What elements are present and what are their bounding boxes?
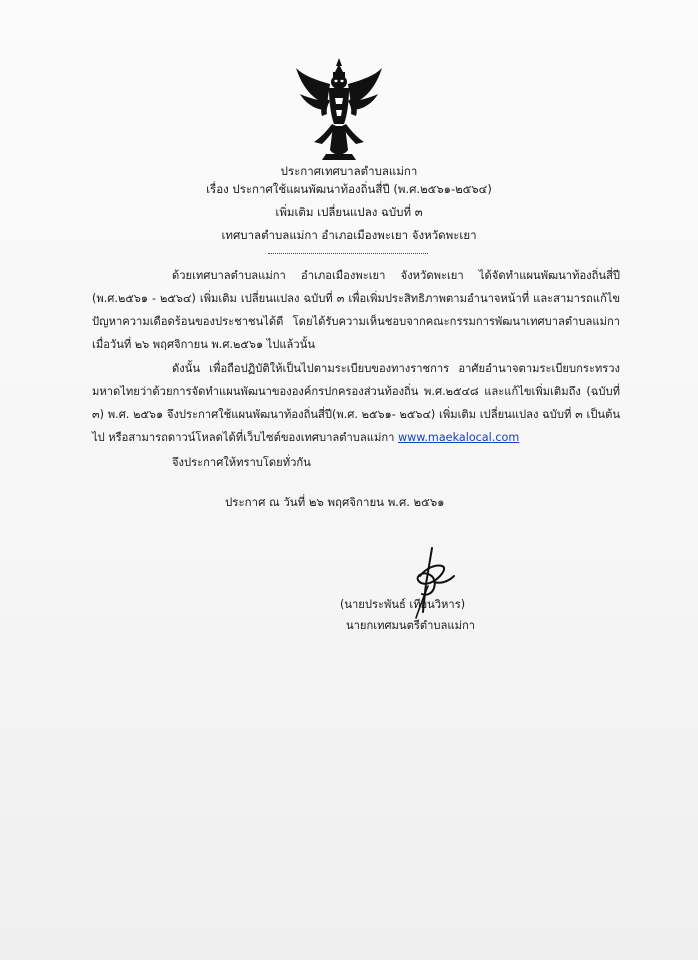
signer-position: นายกเทศมนตรีตำบลแม่กา [346, 619, 476, 632]
subject-line: เรื่อง ประกาศใช้แผนพัฒนาท้องถิ่นสี่ปี (พ.ศ.๒๕๖๑-๒๕๖๔) [206, 182, 492, 196]
paragraph-2 [92, 357, 620, 449]
announcement-dateline: ประกาศ ณ วันที่ ๒๖ พฤศจิกายน พ.ศ. ๒๕๖๑ [225, 495, 445, 509]
garuda-emblem-icon [296, 58, 382, 160]
subject-line-2: เพิ่มเติม เปลี่ยนแปลง ฉบับที่ ๓ [275, 205, 423, 219]
paragraph-1: ด้วยเทศบาลตำบลแม่กา อำเภอเมืองพะเยา จังหวัดพะเยา ได้จัดทำแผนพัฒนาท้องถิ่นสี่ปี (พ.ศ.๒๕๖๑ - ๒๕๖๔) เพิ่มเติม เปลี่ยนแปลง ฉบับที่ ๓ เพื่อเพิ่มประสิทธิภาพตามอำนาจหน้าที่ และสามารถแก้ไขปัญหาความเดือดร้อนของประชาชนได้ดี โดยได้รับความเห็นชอบจากคณะกรรมการพัฒนาเทศบาลตำบลแม่กา เมื่อวันที่ ๒๖ พฤศจิกายน พ.ศ.๒๕๖๑ ไปแล้วนั้น [92, 269, 620, 351]
dotted-divider [268, 253, 428, 254]
paragraph-2-text: ดังนั้น เพื่อถือปฏิบัติให้เป็นไปตามระเบียบของทางราชการ อาศัยอำนาจตามระเบียบกระทรวงมหาดไทยว่าด้วยการจัดทำแผนพัฒนาขององค์กรปกครองส่วนท้องถิ่น พ.ศ.๒๕๔๘ และแก้ไขเพิ่มเติมถึง (ฉบับที่ ๓) พ.ศ. ๒๕๖๑ จึงประกาศใช้แผนพัฒนาท้องถิ่นสี่ปี(พ.ศ. ๒๕๖๑- ๒๕๖๔) เพิ่มเติม เปลี่ยนแปลง ฉบับที่ ๓ เป็นต้นไป หรือสามารถดาวน์โหลดได้ที่เว็บไซต์ของเทศบาลตำบลแม่กา [92, 362, 620, 444]
signer-name: (นายประพันธ์ เทียนวิหาร) [340, 598, 466, 611]
paragraph-3: จึงประกาศให้ทราบโดยทั่วกัน [172, 456, 311, 469]
subject-line-3: เทศบาลตำบลแม่กา อำเภอเมืองพะเยา จังหวัดพะเยา [221, 228, 477, 242]
issuing-org-heading: ประกาศเทศบาลตำบลแม่กา [280, 164, 418, 178]
website-link[interactable]: www.maekalocal.com [397, 431, 520, 444]
